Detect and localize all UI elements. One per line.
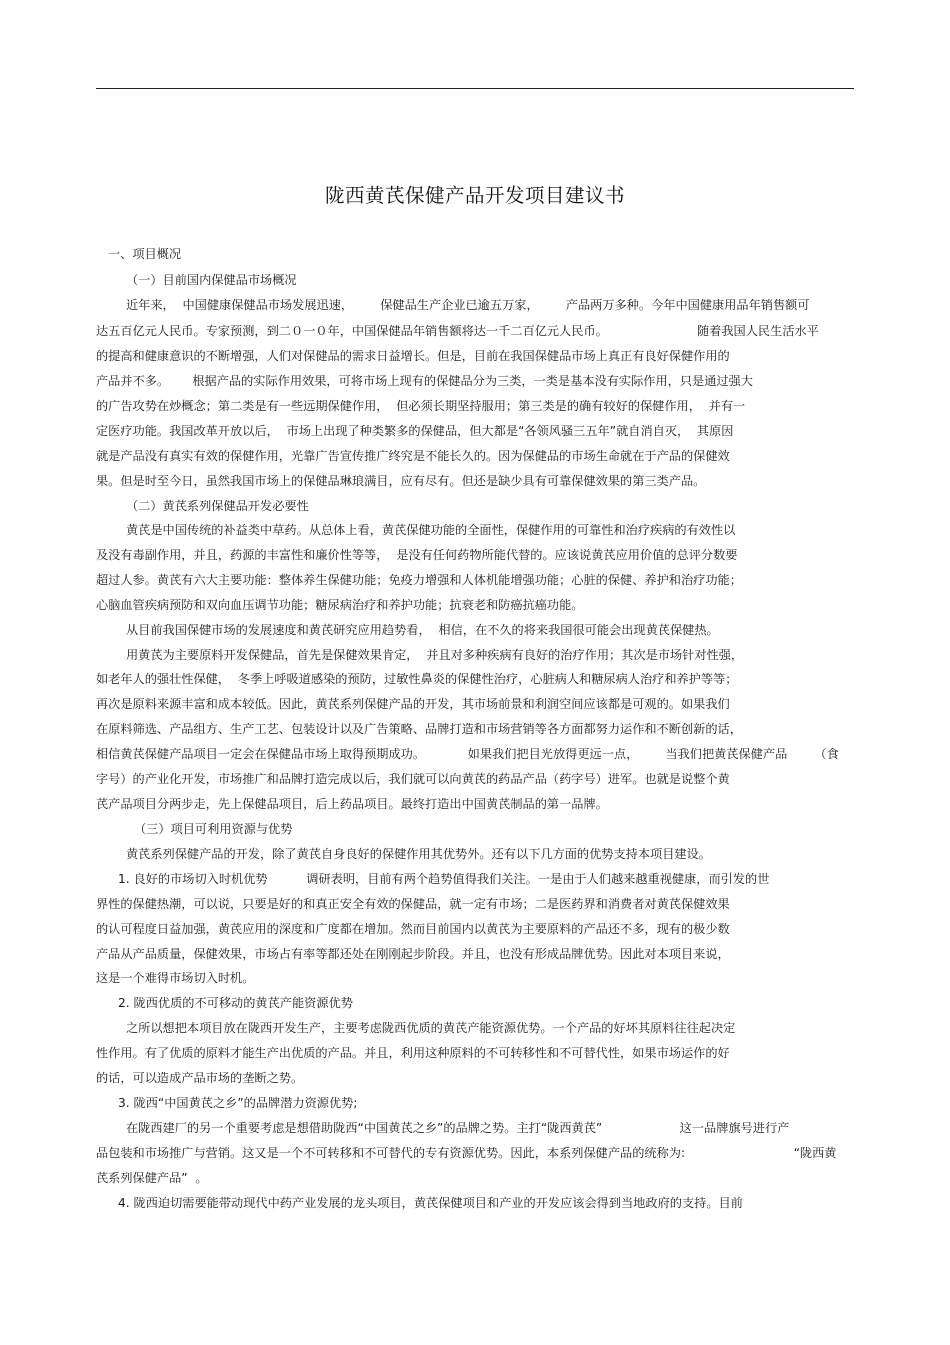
text-line: 性作用。有了优质的原料才能生产出优质的产品。并且，利用这种原料的不可转移性和不可替代性，如果市场运作的好 [96, 1046, 730, 1060]
text-line: 黄芪是中国传统的补益类中草药。从总体上看，黄芪保健功能的全面性，保健作用的可靠性和治疗疾病的有效性以 [126, 523, 736, 537]
text-line: 如老年人的强壮性保健， 冬季上呼吸道感染的预防，过敏性鼻炎的保健性治疗，心脏病人和糖尿病人治疗和养护等等； [96, 672, 738, 686]
text-line: 的提高和健康意识的不断增强，人们对保健品的需求日益增长。但是，目前在我国保健品市场上真正有良好保健作用的 [96, 349, 730, 363]
text-line: 的认可程度日益加强，黄芪应用的深度和广度都在增加。然而目前国内以黄芪为主要原料的产品还不多，现有的极少数 [96, 922, 730, 936]
text-line: 用黄芪为主要原料开发保健品，首先是保健效果肯定， 并且对多种疾病有良好的治疗作用；其次是市场针对性强， [126, 648, 744, 662]
text-line: 在原料筛选、产品组方、生产工艺、包装设计以及广告策略、品牌打造和市场营销等各方面都努力运作和不断创新的话， [96, 722, 742, 736]
text-line: 这是一个难得市场切入时机。 [96, 971, 255, 985]
text-line: （一）目前国内保健品市场概况 [126, 273, 297, 287]
text-line: 4. 陇西迫切需要能带动现代中药产业发展的龙头项目，黄芪保健项目和产业的开发应该会得到当地政府的支持。目前 [118, 1196, 743, 1210]
text-line: 定医疗功能。我国改革开放以后， 市场上出现了种类繁多的保健品，但大都是“各领风骚三五年”就自消自灭， 其原因 [96, 424, 734, 438]
text-line: （二）黄芪系列保健品开发必要性 [126, 499, 309, 513]
text-line: 产品从产品质量，保健效果，市场占有率等都还处在刚刚起步阶段。并且，也没有形成品牌优势。因此对本项目来说， [96, 947, 730, 961]
text-line: 的话，可以造成产品市场的垄断之势。 [96, 1071, 304, 1085]
text-line: 超过人参。黄芪有六大主要功能：整体养生保健功能；免疫力增强和人体机能增强功能；心脏的保健、养护和治疗功能； [96, 573, 742, 587]
text-line: 及没有毒副作用，并且，药源的丰富性和廉价性等等， 是没有任何药物所能代替的。应该说黄芪应用价值的总评分数要 [96, 548, 738, 562]
document-title: 陇西黄芪保健产品开发项目建议书 [324, 184, 625, 207]
text-line: 1. 良好的市场切入时机优势 调研表明，目前有两个趋势值得我们关注。一是由于人们越来越重视健康，而引发的世 [118, 872, 770, 886]
text-line: （三）项目可利用资源与优势 [134, 822, 293, 836]
text-line: 达五百亿元人民币。专家预测，到二０一０年，中国保健品年销售额将达一千二百亿元人民币。 随着我国人民生活水平 [96, 324, 819, 338]
text-line: 芪系列保健产品” 。 [96, 1171, 208, 1185]
text-line: 品包装和市场推广与营销。这又是一个不可转移和不可替代的专有资源优势。因此，本系列保健产品的统称为: “陇西黄 [96, 1146, 837, 1160]
text-line: 相信黄芪保健产品项目一定会在保健品市场上取得预期成功。 如果我们把目光放得更远一点， 当我们把黄芪保健产品 （食 [96, 747, 839, 761]
text-line: 就是产品没有真实有效的保健作用，光靠广告宣传推广终究是不能长久的。因为保健品的市场生命就在于产品的保健效 [96, 449, 730, 463]
text-line: 产品并不多。 根据产品的实际作用效果，可将市场上现有的保健品分为三类，一类是基本没有实际作用，只是通过强大 [96, 374, 753, 388]
text-line: 心脑血管疾病预防和双向血压调节功能；糖尿病治疗和养护功能；抗衰老和防癌抗癌功能。 [96, 598, 584, 612]
header-rule [96, 88, 854, 89]
text-line: 的广告攻势在炒概念；第二类是有一些远期保健作用， 但必须长期坚持服用；第三类是的确有较好的保健作用， 并有一 [96, 399, 746, 413]
text-line: 再次是原料来源丰富和成本较低。因此，黄芪系列保健产品的开发，其市场前景和利润空间应该都是可观的。如果我们 [96, 697, 730, 711]
text-line: 果。但是时至今日，虽然我国市场上的保健品琳琅满目，应有尽有。但还是缺少具有可靠保健效果的第三类产品。 [96, 474, 706, 488]
text-line: 从目前我国保健市场的发展速度和黄芪研究应用趋势看， 相信，在不久的将来我国很可能会出现黄芪保健热。 [126, 623, 719, 637]
text-line: 近年来， 中国健康保健品市场发展迅速， 保健品生产企业已逾五万家， 产品两万多种。今年中国健康用品年销售额可 [126, 298, 810, 312]
text-line: 一、项目概况 [108, 247, 182, 261]
text-line: 在陇西建厂的另一个重要考虑是想借助陇西“中国黄芪之乡”的品牌之势。主打“陇西黄芪” 这一品牌旗号进行产 [126, 1121, 790, 1135]
text-line: 字号）的产业化开发，市场推广和品牌打造完成以后，我们就可以向黄芪的药品产品（药字号）进军。也就是说整个黄 [96, 772, 730, 786]
text-line: 黄芪系列保健产品的开发，除了黄芪自身良好的保健作用其优势外。还有以下几方面的优势支持本项目建设。 [126, 847, 711, 861]
text-line: 界性的保健热潮，可以说，只要是好的和真正安全有效的保健品，就一定有市场；二是医药界和消费者对黄芪保健效果 [96, 897, 730, 911]
text-line: 之所以想把本项目放在陇西开发生产，主要考虑陇西优质的黄芪产能资源优势。一个产品的好坏其原料往往起决定 [126, 1021, 736, 1035]
text-line: 3. 陇西“中国黄芪之乡”的品牌潜力资源优势; [118, 1096, 358, 1110]
text-line: 2. 陇西优质的不可移动的黄芪产能资源优势 [118, 996, 353, 1010]
text-line: 芪产品项目分两步走，先上保健品项目，后上药品项目。最终打造出中国黄芪制品的第一品牌。 [96, 797, 608, 811]
